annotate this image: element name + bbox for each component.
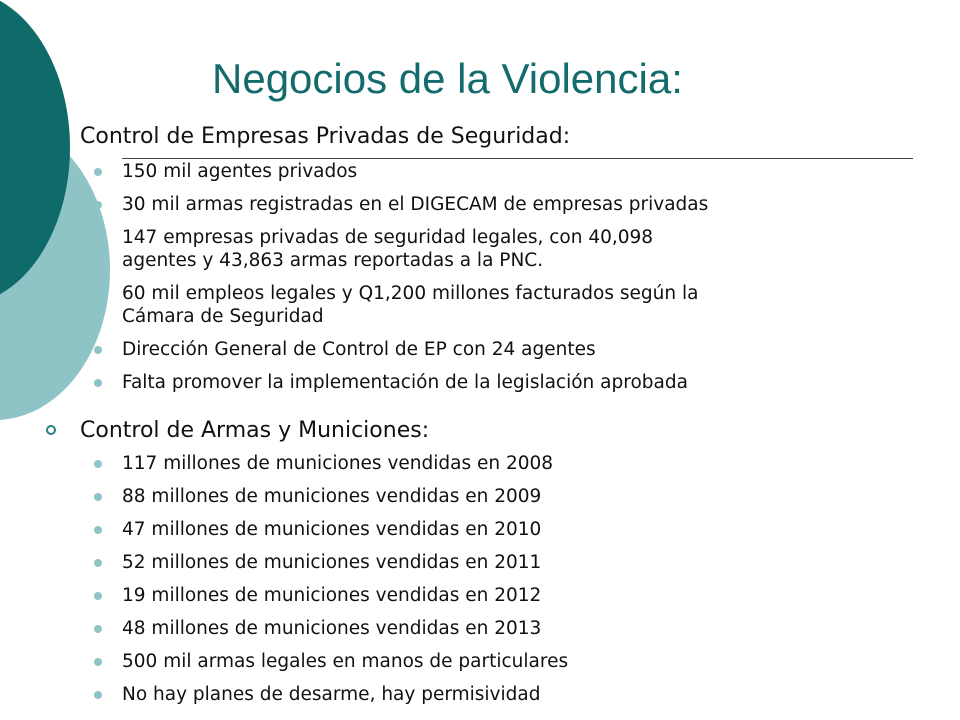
list-item-text: 48 millones de municiones vendidas en 2013 xyxy=(122,618,542,639)
filled-circle-bullet-icon xyxy=(94,201,102,209)
list-item xyxy=(122,282,708,328)
list-item xyxy=(122,338,708,361)
list-item-text: Falta promover la implementación de la legislación aprobada xyxy=(122,372,688,393)
list-item-text: 47 millones de municiones vendidas en 2010 xyxy=(122,519,542,540)
filled-circle-bullet-icon xyxy=(94,559,102,567)
list-item-text: agentes y 43,863 armas reportadas a la PNC. xyxy=(122,250,544,271)
list-item xyxy=(122,518,568,541)
section-heading-private-security: Control de Empresas Privadas de Seguridad: xyxy=(80,124,571,149)
filled-circle-bullet-icon xyxy=(94,526,102,534)
list-item-text: 500 mil armas legales en manos de particulares xyxy=(122,651,569,672)
filled-circle-bullet-icon xyxy=(94,592,102,600)
list-item xyxy=(122,226,708,272)
list-item xyxy=(122,160,708,183)
filled-circle-bullet-icon xyxy=(94,234,102,242)
list-item-text: 88 millones de municiones vendidas en 2009 xyxy=(122,486,542,507)
list-item xyxy=(122,193,708,216)
filled-circle-bullet-icon xyxy=(94,168,102,176)
filled-circle-bullet-icon xyxy=(94,493,102,501)
list-item xyxy=(122,650,568,673)
filled-circle-bullet-icon xyxy=(94,290,102,298)
filled-circle-bullet-icon xyxy=(94,346,102,354)
list-item-text: 150 mil agentes privados xyxy=(122,161,358,182)
list-item-text: Dirección General de Control de EP con 24 agentes xyxy=(122,339,596,360)
list-item-text: 147 empresas privadas de seguridad legales, con 40,098 xyxy=(122,227,654,248)
list-item-text: 60 mil empleos legales y Q1,200 millones facturados según la xyxy=(122,283,699,304)
divider-line xyxy=(122,158,913,159)
list-item xyxy=(122,551,568,574)
list-item-text: 19 millones de municiones vendidas en 2012 xyxy=(122,585,542,606)
hollow-circle-bullet-icon xyxy=(46,425,56,435)
list-item-text: Cámara de Seguridad xyxy=(122,306,324,327)
list-item xyxy=(122,452,568,475)
arms-ammunition-list xyxy=(122,452,568,706)
private-security-list xyxy=(122,160,708,394)
filled-circle-bullet-icon xyxy=(94,460,102,468)
filled-circle-bullet-icon xyxy=(94,658,102,666)
list-item xyxy=(122,584,568,607)
section-heading-arms-ammunition: Control de Armas y Municiones: xyxy=(80,418,429,444)
filled-circle-bullet-icon xyxy=(94,379,102,387)
filled-circle-bullet-icon xyxy=(94,691,102,699)
filled-circle-bullet-icon xyxy=(94,625,102,633)
list-item-text: 30 mil armas registradas en el DIGECAM de empresas privadas xyxy=(122,194,709,215)
list-item xyxy=(122,617,568,640)
list-item xyxy=(122,485,568,508)
list-item-text: 117 millones de municiones vendidas en 2008 xyxy=(122,453,554,474)
list-item-text: 52 millones de municiones vendidas en 2011 xyxy=(122,552,542,573)
list-item-text: No hay planes de desarme, hay permisividad xyxy=(122,684,541,705)
slide-title: Negocios de la Violencia: xyxy=(212,55,683,102)
list-item xyxy=(122,371,708,394)
list-item xyxy=(122,683,568,706)
